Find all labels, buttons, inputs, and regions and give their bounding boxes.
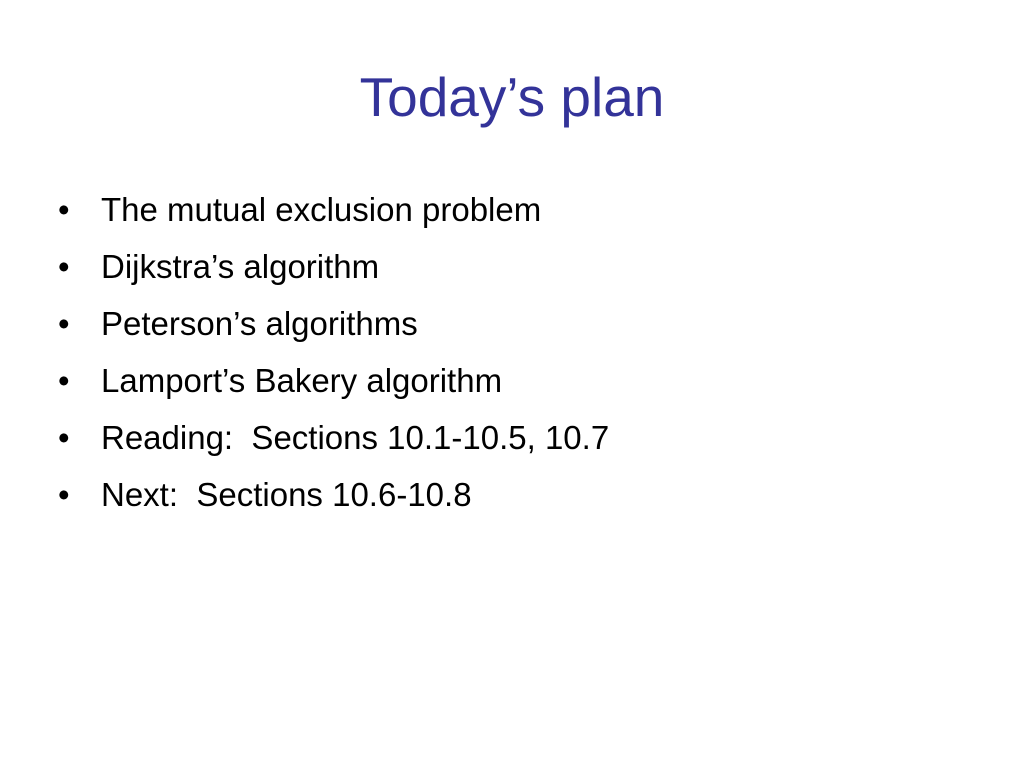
bullet-icon: • [58,248,70,285]
bullet-icon: • [58,419,70,456]
bullet-icon: • [58,476,70,513]
list-item [58,300,998,357]
list-item [58,243,998,300]
bullet-text: Peterson’s algorithms [101,305,418,342]
bullet-icon: • [58,362,70,399]
bullet-list [58,186,998,528]
bullet-text: Lamport’s Bakery algorithm [101,362,503,399]
list-item [58,186,998,243]
list-item [58,414,998,471]
list-item [58,357,998,414]
bullet-icon: • [58,305,70,342]
slide-title: Today’s plan [359,66,665,128]
bullet-text: Dijkstra’s algorithm [101,248,380,285]
bullet-icon: • [58,191,70,228]
bullet-text: The mutual exclusion problem [101,191,542,228]
bullet-text: Reading: Sections 10.1-10.5, 10.7 [101,419,610,456]
bullet-text: Next: Sections 10.6-10.8 [101,476,472,513]
list-item [58,471,998,528]
